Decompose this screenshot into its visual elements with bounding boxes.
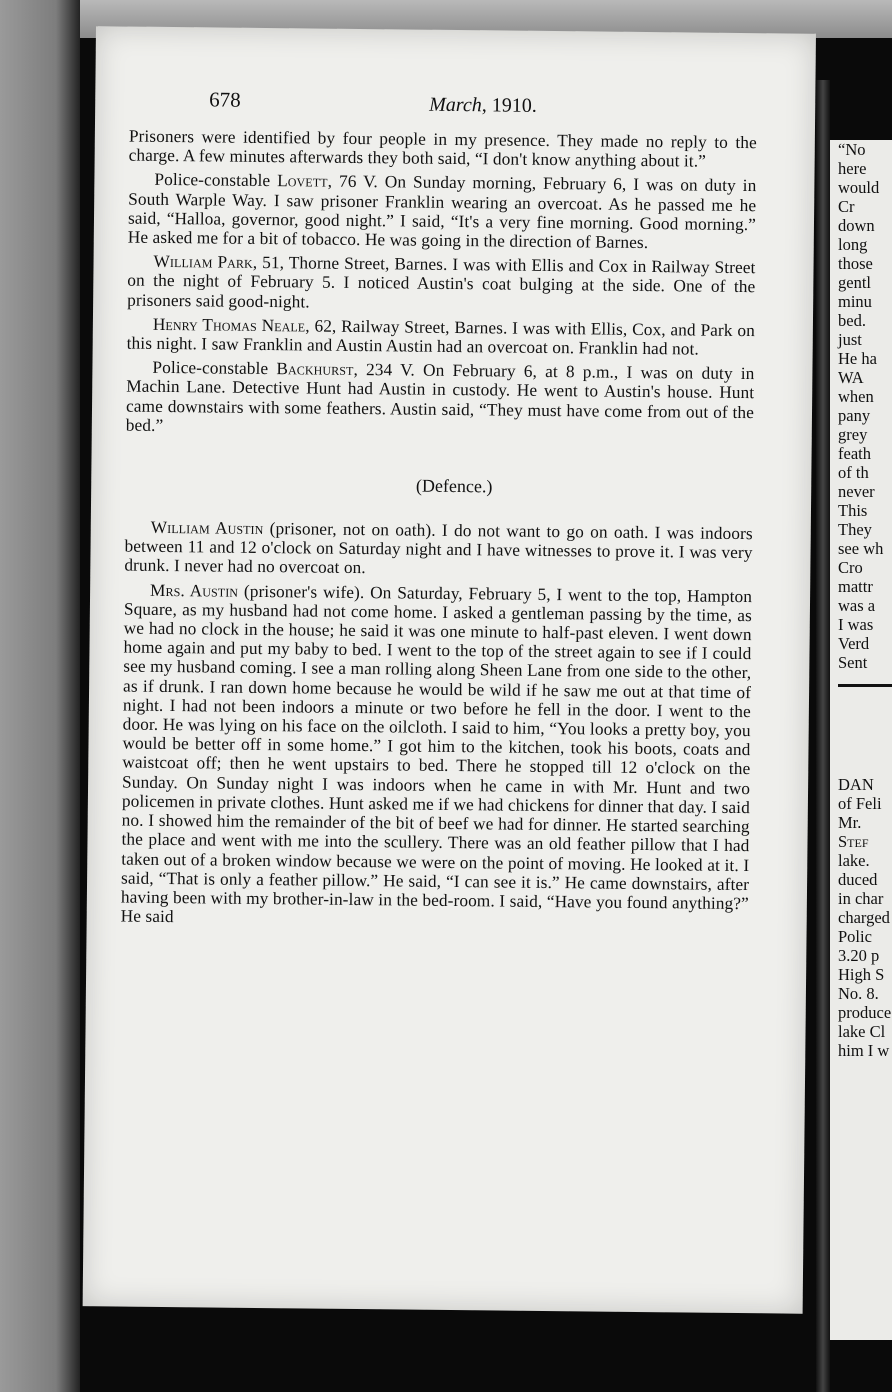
witness-name-park: William Park [153,252,253,273]
facing-line: produce [838,1003,892,1022]
facing-section-rule [838,684,892,687]
lovett-testimony: , 76 V. On Sunday morning, February 6, I was on duty in South Warple Way. I saw prisoner Franklin wearing an overcoat. As he passed me he said, “Halloa, governor, good night.” I said, “It's a very fine morning. Good morning.” He asked me for a bit of tobacco. He was going in the direction of Barnes. [127,172,757,253]
facing-line: minu [838,292,872,311]
facing-line: DAN [838,775,874,794]
facing-line: Cro [838,558,863,577]
facing-line: High S [838,965,885,984]
facing-line: long [838,235,868,254]
section-heading-defence: (Defence.) [415,475,493,497]
facing-line: duced [838,870,878,889]
facing-gap [830,699,892,718]
facing-line: him I w [838,1041,890,1060]
neale-testimony: , 62, Railway Street, Barnes. I was with Ellis, Cox, and Park on this night. I saw Franklin and Austin Austin had an overcoat on. Franklin had not. [126,316,755,359]
page-content [121,87,758,933]
lovett-lead: Police-constable [154,170,278,191]
facing-line: would [838,178,880,197]
book-page [83,26,816,1313]
facing-line: “No [838,140,866,159]
facing-line: was a [838,596,876,615]
facing-line: 3.20 p [838,946,880,965]
witness-name-neale: Henry Thomas Neale [152,314,306,336]
facing-line: when [838,387,874,406]
facing-gap [830,756,892,775]
facing-line: He ha [838,349,877,368]
facing-line: mattr [838,577,873,596]
book-binding-gutter [816,80,830,1392]
page-header [129,87,757,134]
paragraph-neale [127,314,755,359]
facing-line: down [838,216,875,235]
facing-page-fragment [830,140,892,1340]
facing-line: Mr. [838,813,862,832]
facing-line: just [838,330,862,349]
facing-line: grey [838,425,868,444]
facing-line: bed. [838,311,866,330]
paragraph-identification: Prisoners were identified by four people in my presence. They made no reply to the charge. A few minutes afterwards they both said, “I don't know anything about it.” [128,126,757,171]
facing-line: This [838,501,868,520]
page-number: 678 [209,87,241,112]
facing-line: see wh [838,539,884,558]
facing-line: gentl [838,273,871,292]
scanner-left-edge [0,0,80,1392]
facing-line: Sent [838,653,868,672]
paragraph-backhurst [126,358,755,441]
facing-lines-a [830,140,892,672]
facing-line: of th [838,463,869,482]
witness-name-austin: William Austin [150,517,264,539]
facing-line: here [838,159,867,178]
facing-line: I was [838,615,874,634]
facing-line: never [838,482,875,501]
paragraph-mrs-austin [121,580,753,932]
witness-name-mrs-austin: Mrs. Austin [150,580,239,601]
witness-name-backhurst: Backhurst [276,359,354,380]
facing-line: feath [838,444,871,463]
facing-line: No. 8. [838,984,879,1003]
facing-line: of Feli [838,794,882,813]
austin-testimony: (prisoner, not on oath). I do not want to go on oath. I was indoors between 11 and 12 o'clock on Saturday night and I have witnesses to prove it. I was very drunk. I never had no overcoat on. [124,519,753,578]
facing-line: Polic [838,927,872,946]
running-head [429,94,537,118]
facing-lines-b [830,775,892,1060]
witness-name-lovett: Lovett [277,171,328,192]
backhurst-testimony: , 234 V. On February 6, at 8 p.m., I was on duty in Machin Lane. Detective Hunt had Austin in custody. He went to Austin's house. Hunt came downstairs with some feathers. Austin said, “They must have come from out of the bed.” [125,360,755,435]
park-testimony: , 51, Thorne Street, Barnes. I was with Ellis and Cox in Railway Street on the night of February 5. I noticed Austin's coat bulging at the side. One of the prisoners said good-night. [127,253,756,312]
facing-line: WA [838,368,864,387]
facing-line: They [838,520,872,539]
facing-line: Verd [838,634,870,653]
facing-gap [830,737,892,756]
facing-line: those [838,254,873,273]
facing-line: charged [838,908,890,927]
facing-line: Stef [838,832,869,851]
facing-line: lake. [838,851,870,870]
facing-gap [830,718,892,737]
facing-line: Cr [838,197,855,216]
paragraph-lovett [128,170,757,253]
facing-line: lake Cl [838,1022,886,1041]
running-head-month: March [429,93,482,117]
facing-line: in char [838,889,884,908]
running-head-year: , 1910. [481,94,537,117]
paragraph-park [127,252,756,316]
facing-line: pany [838,406,871,425]
mrs-austin-testimony: (prisoner's wife). On Saturday, February 5, I went to the top, Hampton Square, as my husband had not come home. I asked a gentleman passing by the time, as we had no clock in the house; he said it was one minute to half-past eleven. I went down home again and put my baby to bed. I went to the top of the street again to see if I could see my husband coming. I see a man rolling along Sheen Lane from one side to the other, as if drunk. I ran down home because he would be wild if he saw me out at that time of night. I had not been indoors a minute or two before he fell in the door. I went to the door. He was lying on his face on the oilcloth. I said to him, “You looks a pretty boy, you would be better off in some home.” I got him to the kitchen, took his boots, coats and waistcoat off; then he went upstairs to bed. There he stopped till 12 o'clock on the Sunday. On Sunday night I was indoors when he came in with Mr. Hunt and two policemen in private clothes. Hunt asked me if we had chickens for dinner that day. I said no. I showed him the remainder of the bit of beef we had for dinner. He started searching the place and went with me into the scullery. There was an old feather pillow that I had taken out of a broken window because we were on the point of moving. He looked at it. I said, “That is only a feather pillow.” He said, “I can see it is.” He came downstairs, after having been with my brother-in-law in the bed-room. I said, “Have you found anything?” He said [120,581,753,927]
paragraph-austin [124,518,753,582]
backhurst-lead: Police-constable [152,358,277,379]
